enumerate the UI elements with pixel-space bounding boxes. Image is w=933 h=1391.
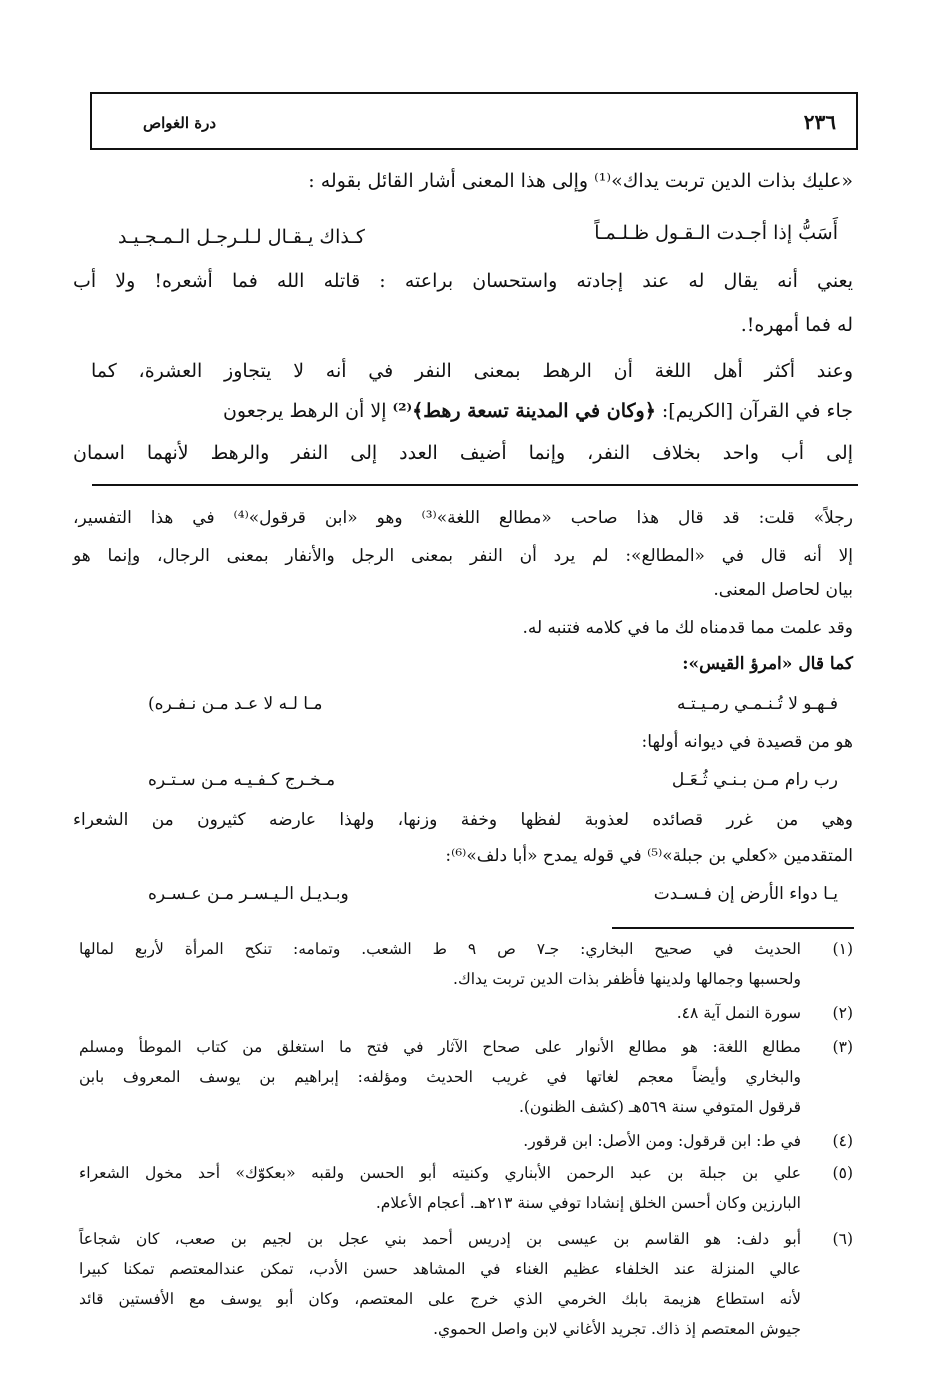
body-line-7: إلى أب واحد بخلاف النفر، وإنما أضيف العدد إلى النفر والرهط لأنهما اسمان [73, 442, 853, 464]
footnote-divider [612, 927, 854, 929]
verse-2-first-hemistich: فـهـو لا تُـنـمـي رمـيـتـه [676, 694, 838, 714]
note-line-3: بيان لحاصل المعنى. [713, 580, 853, 600]
quran-quote: ﴿وكان في المدينة تسعة رهط﴾⁽²⁾ [392, 400, 656, 422]
footnote-6-number: (٦) [832, 1230, 853, 1248]
verse-3-second-hemistich: مـخـرج كـفـيـه مـن سـتـره [148, 770, 336, 790]
body-line-6-end: إلا أن الرهط يرجعون [222, 400, 393, 422]
footnote-6-line-3: لأنه استطاع هزيمة بابك الخرمي الذي خرج على المعتصم، وكان أبو يوسف مع الأفستين قائد [79, 1290, 801, 1308]
footnote-2-number: (٢) [832, 1004, 853, 1022]
footnote-3-number: (٣) [832, 1038, 853, 1056]
footnote-6-line-4: جيوش المعتصم إذ ذاك. تجريد الأغاني لابن واصل الحموي. [433, 1320, 801, 1338]
page-header [90, 92, 858, 150]
running-title: درة الغواص [142, 114, 216, 132]
footnote-4-line-1: في ط: ابن قرقول: ومن الأصل: ابن قرقور. [523, 1132, 801, 1150]
footnote-2-line-1: سورة النمل آية ٤٨. [676, 1004, 801, 1022]
verse-1-second-hemistich: كـذاك يـقـال لـلـرجـل الـمـجـيـد [118, 226, 365, 248]
note-line-4: وقد علمت مما قدمناه لك ما في كلامه فتنبه له. [522, 618, 853, 638]
body-line-5: وعند أكثر أهل اللغة أن الرهط بمعنى النفر في أنه لا يتجاوز العشرة، كما [91, 360, 853, 382]
footnote-5-number: (٥) [832, 1164, 853, 1182]
note-line-7: وهي من غرر قصائده لعذوبة لفظها وخفة وزنها، ولهذا عارضه كثيرون من الشعراء [73, 810, 853, 830]
footnote-3-line-1: مطالع اللغة: هو مطالع الأنوار على صحاح الآثار في فتح ما استغلق من كتاب الموطأ ومسلم [79, 1038, 801, 1056]
footnote-6-line-2: عالي المنزلة عند الخلفاء عظيم الغناء في المشاهد حسن الأدب، تمكن عندالمعتصم تمكنا كبيرا [79, 1260, 801, 1278]
body-line-6-start: جاء في القرآن [الكريم]: [655, 400, 853, 422]
verse-1-first-hemistich: أَسَبُّ إذا أجـدت الـقـول ظـلـمـاً [594, 222, 838, 244]
verse-3-first-hemistich: رب رام مـن بـنـي ثُـعَـل [671, 770, 838, 790]
footnote-1-line-1: الحديث في صحيح البخاري: جـ٧ ص ٩ ط الشعب. وتمامه: تنكح المرأة لأربع لمالها [79, 940, 801, 958]
body-line-6 [73, 400, 853, 422]
note-line-6: هو من قصيدة في ديوانه أولها: [641, 732, 853, 752]
footnote-1-number: (١) [832, 940, 853, 958]
body-line-3: يعني أنه يقال له عند إجادته واستحسان براعته : قاتله الله فما أشعره! ولا أب [73, 270, 853, 292]
body-line-4: له فما أمهره!. [740, 314, 853, 336]
body-line-1: «عليك بذات الدين تربت يداك»⁽¹⁾ وإلى هذا المعنى أشار القائل بقوله : [308, 170, 853, 192]
footnote-5-line-2: البارزين وكان أحسن الخلق إنشادا توفي سنة ٢١٣هـ. أعجام الأعلام. [375, 1194, 801, 1212]
verse-2-second-hemistich: مـا لـه لا عـد مـن نـفـره) [148, 694, 323, 714]
footnote-5-line-1: علي بن جبلة بن عبد الرحمن الأبناري وكنيته أبو الحسن ولقبه «بعكوّك» أحد مخول الشعراء [79, 1164, 801, 1182]
section-divider [92, 484, 858, 486]
note-line-2: إلا أنه قال في «المطالع»: لم يرد أن النفر بمعنى الرجل والأنفار بمعنى الرجال، وإنما هو [73, 546, 853, 566]
footnote-3-line-2: والبخاري وأيضاً معجم لغاتها في غريب الحديث ومؤلفه: إبراهيم بن يوسف المعروف بابن [79, 1068, 801, 1086]
footnote-4-number: (٤) [832, 1132, 853, 1150]
footnote-6-line-1: أبو دلف: هو القاسم بن عيسى بن إدريس أحمد بني عجل بن لجيم بن صعب، كان شجاعاً [79, 1230, 801, 1248]
page-number: ٢٣٦ [803, 110, 836, 134]
footnote-3-line-3: قرقول المتوفي سنة ٥٦٩هـ (كشف الظنون). [518, 1098, 801, 1116]
footnote-1-line-2: ولحسبها وجمالها ولدينها فأظفر بذات الدين تربت يداك. [453, 970, 801, 988]
verse-4-first-hemistich: يـا دواء الأرض إن فـسـدت [653, 884, 838, 904]
verse-4-second-hemistich: وبـديـل الـيـسـر مـن عـسـره [148, 884, 349, 904]
note-line-1: رجلاً» قلت: قد قال هذا صاحب «مطالع اللغة»⁽³⁾ وهو «ابن قرقول»⁽⁴⁾ في هذا التفسير، [73, 508, 854, 528]
note-line-8: المتقدمين «كعلي بن جبلة»⁽⁵⁾ في قوله يمدح «أبا دلف»⁽⁶⁾: [445, 846, 853, 866]
note-line-5: كما قال «امرؤ القيس»: [682, 654, 853, 674]
